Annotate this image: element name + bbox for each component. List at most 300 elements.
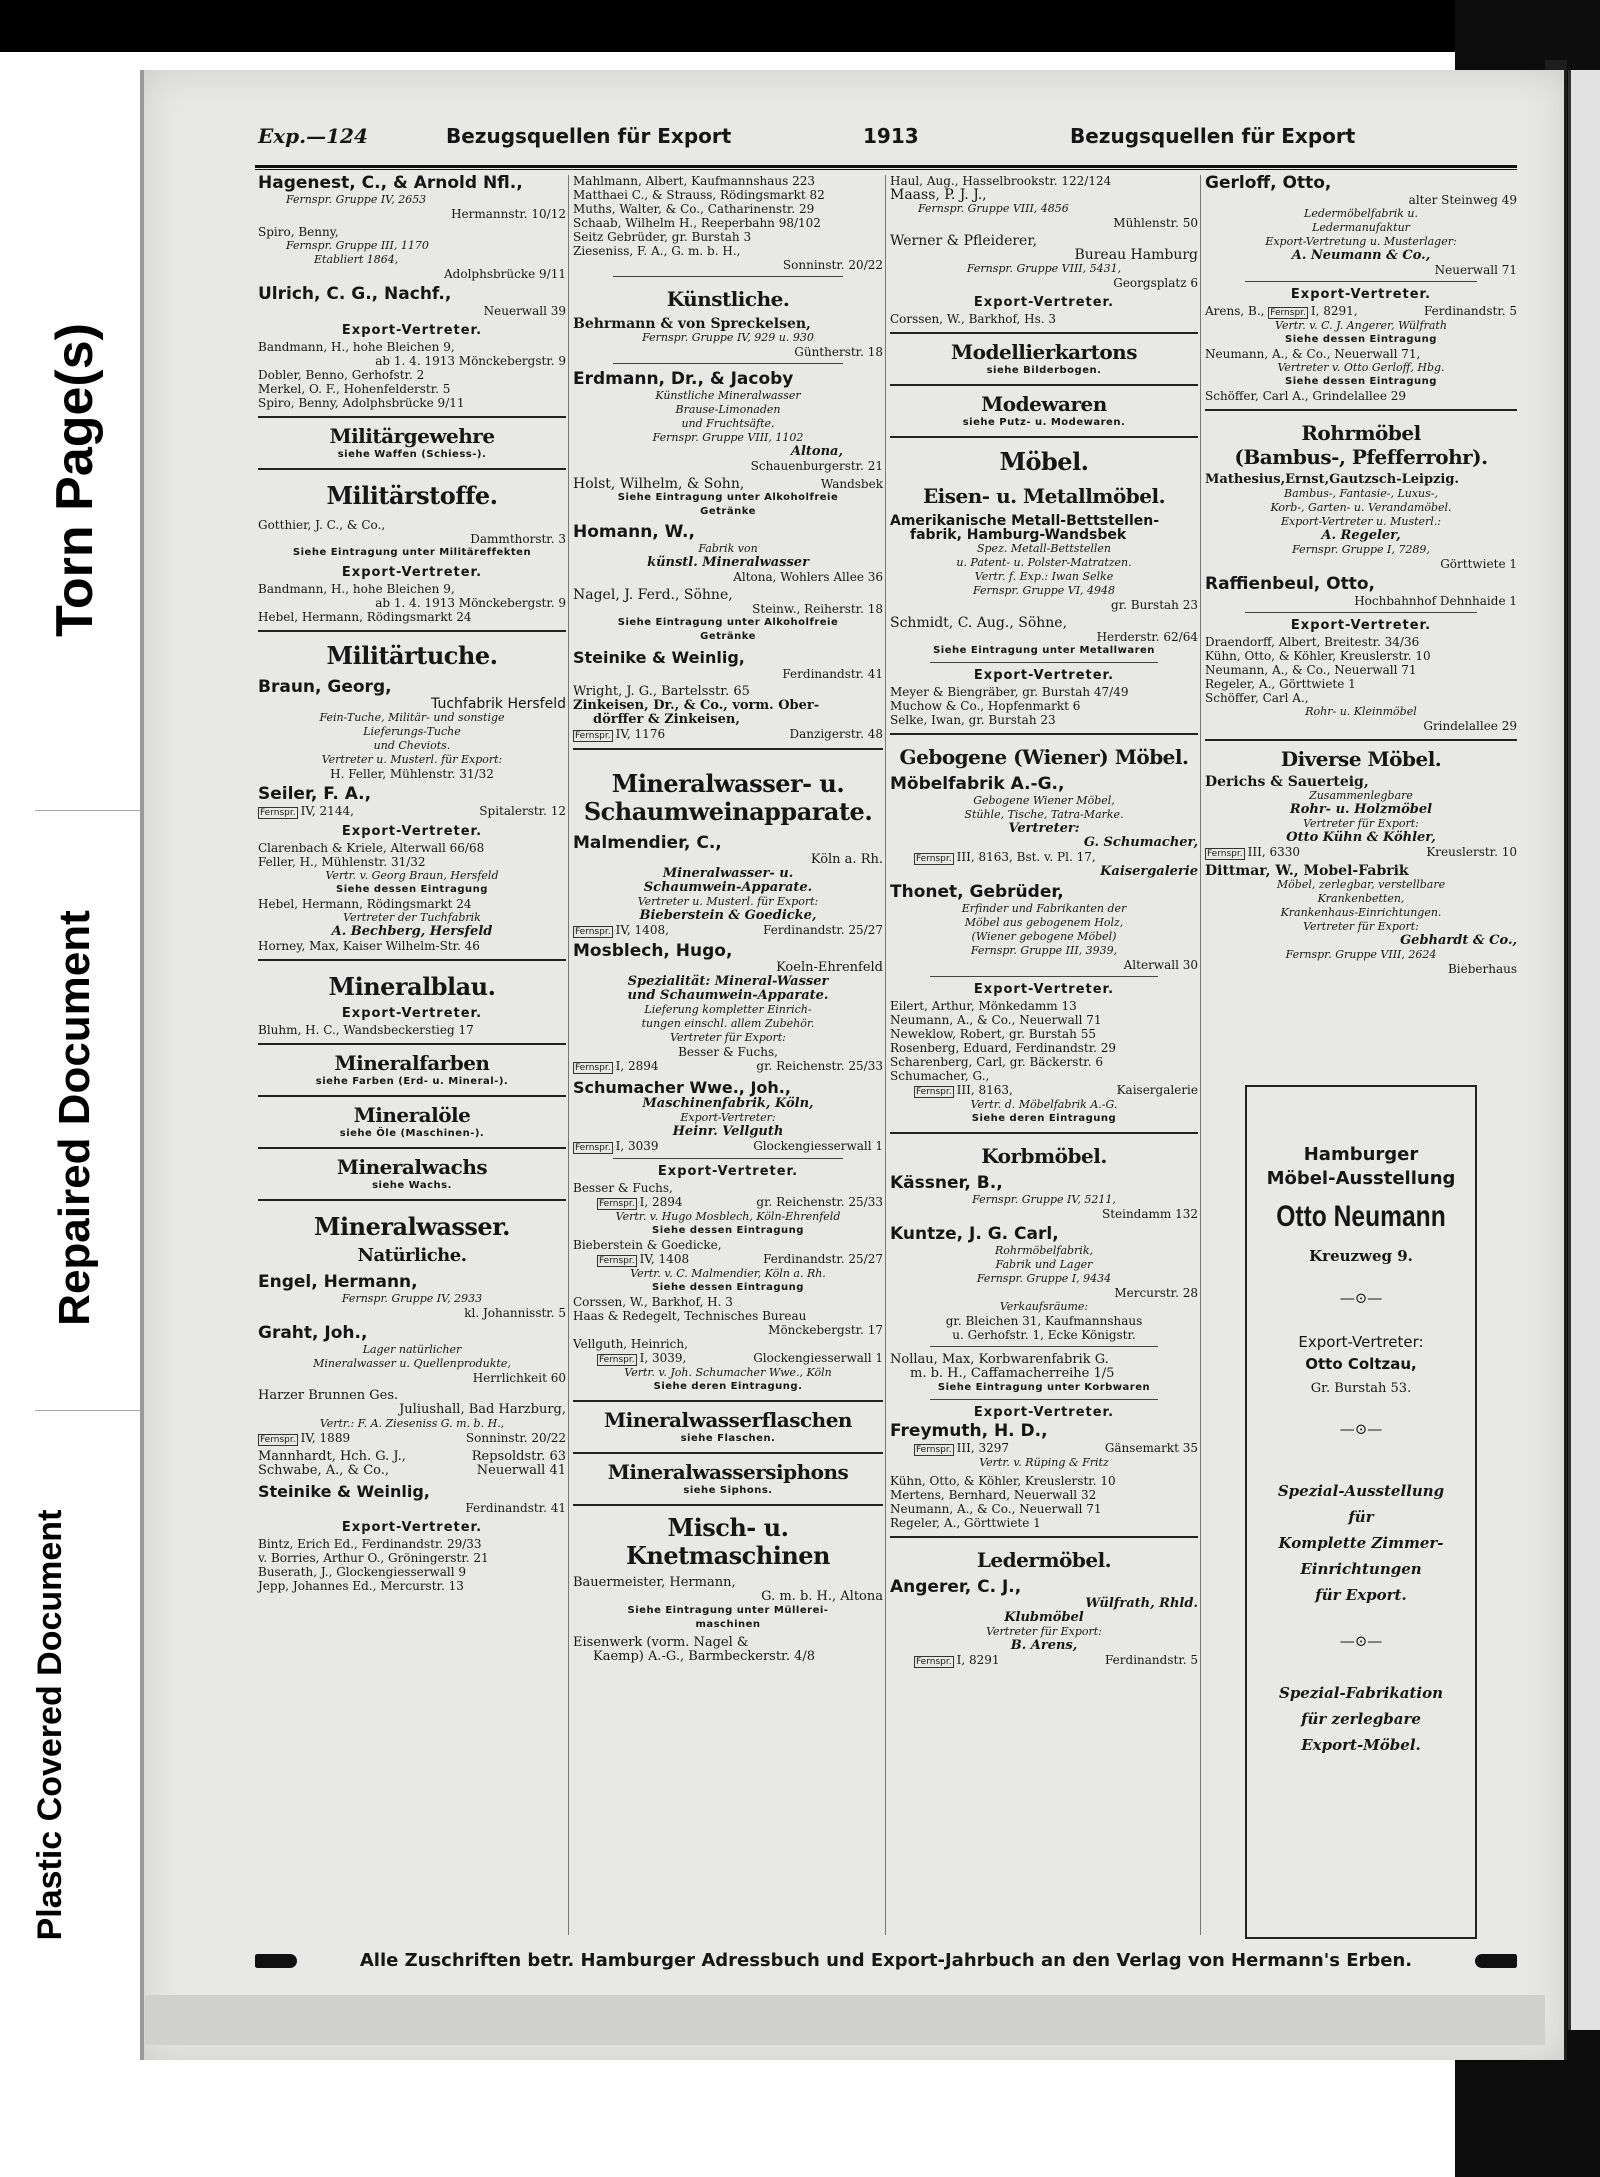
entry-address: gr. Burstah 23 <box>1111 598 1198 612</box>
entry-phone: I, 3039, <box>639 1351 687 1365</box>
entry-desc: Erfinder und Fabrikanten der <box>961 902 1127 915</box>
rep-list <box>258 1537 566 1593</box>
entry-address: gr. Reichenstr. 25/33 <box>756 1059 883 1073</box>
column-divider <box>885 175 886 1935</box>
entry-desc: Klubmöbel <box>1004 1610 1084 1625</box>
entry-behrmann <box>573 317 883 359</box>
entry-name: Nollau, Max, Korbwarenfabrik G. <box>890 1352 1109 1367</box>
entry-name: Angerer, C. J., <box>890 1577 1022 1597</box>
section-rule <box>890 436 1198 438</box>
sidebar-label-repaired: Repaired Document <box>50 910 99 1326</box>
short-rule <box>930 1346 1158 1347</box>
entry-address: Georgsplatz 6 <box>1113 276 1198 290</box>
export-vertreter-heading: Export-Vertreter. <box>341 323 483 338</box>
list-item: Selke, Iwan, gr. Burstah 23 <box>890 713 1056 727</box>
entry-malmendier <box>573 834 883 938</box>
entry-phone: Fernspr. Gruppe III, 1170 <box>286 239 429 252</box>
list-item: Neumann, A., & Co., Neuerwall 71 <box>890 1502 1102 1516</box>
entry-name: Seiler, F. A., <box>258 784 372 804</box>
list-item: Regeler, A., Görttwiete 1 <box>890 1516 1041 1530</box>
entry-braun <box>258 678 566 781</box>
phone-icon: Fernspr. <box>575 927 611 937</box>
entry-line <box>573 477 883 491</box>
entry-phone: Fernspr. Gruppe III, 3939, <box>970 944 1118 957</box>
entry-address: Glockengiesserwall 1 <box>753 1351 883 1365</box>
entry-name: Malmendier, C., <box>573 833 722 853</box>
entry-phone: Fernspr. Gruppe VIII, 5431, <box>966 262 1122 275</box>
ad-line: Spezial-Ausstellung <box>1277 1482 1445 1500</box>
scan-top-border <box>0 0 1600 52</box>
section-rule <box>258 468 566 470</box>
entry-name: Graht, Joh., <box>258 1323 368 1343</box>
export-vertreter-heading: Export-Vertreter. <box>973 295 1115 310</box>
section-heading: Künstliche. <box>666 287 790 311</box>
list-item: ab 1. 4. 1913 Mönckebergstr. 9 <box>375 596 566 610</box>
section-rule <box>890 384 1198 386</box>
phone-icon: Fernspr. <box>916 1445 952 1455</box>
entry-location: Bureau Hamburg <box>1074 247 1198 263</box>
entry-name: Mathesius,Ernst,Gautzsch-Leipzig. <box>1205 472 1459 487</box>
entry-phone-group <box>914 1653 1000 1668</box>
list-item: Mönckebergstr. 17 <box>768 1323 883 1337</box>
entry-rep: H. Feller, Mühlenstr. 31/32 <box>330 767 494 781</box>
column-4 <box>1205 174 1517 980</box>
entry-schmidt <box>890 616 1198 658</box>
entry-address: Mercurstr. 28 <box>1114 1286 1198 1300</box>
short-rule <box>1245 281 1477 282</box>
ornament-divider: —⊙— <box>1339 1289 1383 1307</box>
entry-address: Ferdinandstr. 41 <box>465 1501 566 1515</box>
section-rule <box>258 1095 566 1097</box>
column-1 <box>258 174 566 1593</box>
entry-name: Hagenest, C., & Arnold Nfl., <box>258 173 523 193</box>
list-note: Vertreter v. Otto Gerloff, Hbg. <box>1277 361 1445 374</box>
entry-rep: Gebhardt & Co., <box>1400 933 1517 948</box>
entry-name: Homann, W., <box>573 522 695 542</box>
entry-phone: IV, 1176 <box>615 727 666 741</box>
entry-desc: Ledermöbelfabrik u. <box>1304 207 1418 220</box>
entry-name: Eisenwerk (vorm. Nagel & <box>573 1635 749 1650</box>
see-reference: Siehe Eintragung unter Metallwaren <box>933 645 1155 656</box>
ad-line: Hamburger <box>1303 1144 1419 1165</box>
entry-address: Bieberhaus <box>1447 962 1517 976</box>
ad-line: für Export. <box>1315 1586 1407 1604</box>
rep-list <box>890 999 1198 1126</box>
list-item: Eilert, Arthur, Mönkedamm 13 <box>890 999 1077 1013</box>
entry-freymuth <box>890 1422 1198 1470</box>
ad-line: Komplette Zimmer- <box>1278 1534 1444 1552</box>
entry-desc: Spezialität: Mineral-Wasser <box>627 974 829 989</box>
section-rule <box>1205 739 1517 741</box>
subsection-heading: Gebogene (Wiener) Möbel. <box>899 745 1189 769</box>
entry-desc: Möbel aus gebogenem Holz, <box>964 916 1124 929</box>
page-header <box>258 124 1518 156</box>
see-reference: maschinen <box>695 1619 761 1630</box>
section-heading: Mineralblau. <box>328 972 496 1001</box>
entry-name: Amerikanische Metall-Bettstellen- <box>890 513 1160 529</box>
see-reference: Siehe deren Eintragung. <box>653 1381 803 1392</box>
entry-ulrich <box>258 285 566 318</box>
entry-phone-group <box>573 727 665 742</box>
list-note: Rohr- u. Kleinmöbel <box>1305 705 1417 718</box>
entry-name: Steinike & Weinlig, <box>258 1482 430 1501</box>
entry-desc: Krankenhaus-Einrichtungen. <box>1280 906 1442 919</box>
section-heading: Militärstoffe. <box>326 481 498 510</box>
list-line <box>573 1252 883 1267</box>
list-item: Regeler, A., Görttwiete 1 <box>1205 677 1356 691</box>
short-rule <box>930 976 1158 977</box>
page-footer <box>255 1946 1517 1976</box>
entry-moebelfabrik <box>890 775 1198 879</box>
short-rule <box>1245 612 1477 613</box>
rep-list <box>1205 304 1517 403</box>
ad-line: Spezial-Fabrikation <box>1278 1684 1443 1702</box>
see-reference: siehe Flaschen. <box>680 1433 776 1444</box>
section-heading: Modellierkartons <box>951 340 1137 364</box>
section-rule <box>573 1504 883 1506</box>
entry-firm: Maschinenfabrik, Köln, <box>642 1096 814 1111</box>
list-item: Grindelallee 29 <box>1423 719 1517 733</box>
see-reference: siehe Farben (Erd- u. Mineral-). <box>315 1076 509 1087</box>
section-rule <box>890 1132 1198 1134</box>
entry-dittmar <box>1205 864 1517 976</box>
entry-address: Dammthorstr. 3 <box>470 532 566 546</box>
entry-city: Altona, <box>790 444 843 459</box>
entry-maass <box>890 188 1198 230</box>
list-item: Meyer & Biengräber, gr. Burstah 47/49 <box>890 685 1129 699</box>
entry-name: Spiro, Benny, <box>258 225 339 239</box>
entry-address: Hermannstr. 10/12 <box>451 207 566 221</box>
list-item: Spiro, Benny, Adolphsbrücke 9/11 <box>258 396 465 410</box>
entry-name: Schmidt, C. Aug., Söhne, <box>890 615 1068 631</box>
section-rule <box>258 630 566 632</box>
header-year: 1913 <box>863 124 919 148</box>
entry-name: Schumacher Wwe., Joh., <box>573 1078 791 1097</box>
entry-desc: Stühle, Tische, Tatra-Marke. <box>964 808 1124 821</box>
entry-phone: Fernspr. Gruppe VIII, 1102 <box>652 431 804 444</box>
entry-mosblech <box>573 942 883 1074</box>
entry-phone: Fernspr. Gruppe I, 9434 <box>976 1272 1112 1285</box>
entry-holst <box>573 477 883 519</box>
entry-address: Spitalerstr. 12 <box>479 804 566 818</box>
entry-seiler <box>258 785 566 819</box>
rep-list <box>573 1181 883 1394</box>
section-rule <box>1205 409 1517 411</box>
entry-rep-label: Vertreter u. Musterl. für Export: <box>321 753 503 766</box>
list-item: Bintz, Erich Ed., Ferdinandstr. 29/33 <box>258 1537 482 1551</box>
entry-phone: Fernspr. Gruppe VIII, 4856 <box>918 202 1069 215</box>
list-item: Schöffer, Carl A., Grindelallee 29 <box>1205 389 1407 403</box>
entry-werner <box>890 234 1198 290</box>
subsection-heading: Korbmöbel. <box>981 1144 1107 1168</box>
list-item: Schaab, Wilhelm H., Reeperbahn 98/102 <box>573 216 821 230</box>
entry-address: Adolphsbrücke 9/11 <box>444 267 566 281</box>
ad-rep-address: Gr. Burstah 53. <box>1310 1381 1412 1396</box>
column-3 <box>890 174 1198 1672</box>
list-note: Vertr. v. Hugo Mosblech, Köln-Ehrenfeld <box>615 1210 841 1223</box>
entry-name: Möbelfabrik A.-G., <box>890 774 1065 794</box>
entry-name: Gerloff, Otto, <box>1205 173 1332 193</box>
entry-graht <box>258 1324 566 1385</box>
entry-line <box>890 1653 1198 1668</box>
section-heading: Mineralwasser. <box>313 1212 510 1241</box>
entry-name: Dittmar, W., Mobel-Fabrik <box>1205 863 1409 879</box>
entry-phone: Fernspr. Gruppe VI, 4948 <box>972 584 1116 597</box>
page-number: Exp.—124 <box>258 124 368 148</box>
entry-desc: Lieferungs-Tuche <box>363 725 461 738</box>
see-reference: Siehe dessen Eintragung <box>652 1282 804 1293</box>
list-item: Dobler, Benno, Gerhofstr. 2 <box>258 368 425 382</box>
phone-icon: Fernspr. <box>575 1143 611 1153</box>
entry-address: Glockengiesserwall 1 <box>753 1139 883 1153</box>
adjacent-page-edge <box>1568 70 1600 2030</box>
list-item: Mertens, Bernhard, Neuerwall 32 <box>890 1488 1097 1502</box>
entry-city: Köln a. Rh. <box>810 852 883 867</box>
entry-name: Raffienbeul, Otto, <box>1205 574 1375 594</box>
sidebar-label-torn: Torn Page(s) <box>46 323 104 637</box>
section-heading: Mineralöle <box>353 1103 471 1127</box>
entry-phone-group <box>914 1441 1009 1456</box>
entry-rep-label: Export-Vertreter: <box>680 1111 776 1124</box>
section-rule <box>573 748 883 750</box>
ad-rep-label: Export-Vertreter: <box>1298 1333 1424 1351</box>
ad-address: Kreuzweg 9. <box>1309 1247 1413 1265</box>
entry-phone-group <box>597 1195 683 1210</box>
list-item-group <box>1205 304 1358 319</box>
section-heading: Mineralwasserflaschen <box>604 1408 852 1432</box>
entry-name: Braun, Georg, <box>258 677 392 697</box>
rep-list <box>1205 635 1517 733</box>
entry-phone: III, 8163, Bst. v. Pl. 17, <box>956 850 1096 864</box>
entry-nollau <box>890 1353 1198 1395</box>
entry-rep: Vertr.: F. A. Zieseniss G. m. b. H., <box>319 1417 505 1430</box>
entry-phone: I, 2894 <box>615 1059 659 1073</box>
entry-rep-label: Export-Vertreter u. Musterl.: <box>1280 515 1442 528</box>
entry-schwabe <box>258 1464 566 1478</box>
entry-desc: Lager natürlicher <box>362 1343 462 1356</box>
list-item: Schumacher, G., <box>890 1069 990 1083</box>
see-reference: Siehe Eintragung unter Militäreffekten <box>292 547 532 558</box>
entry-address: Ferdinandstr. 25/27 <box>763 923 883 937</box>
list-item: Merkel, O. F., Hohenfelderstr. 5 <box>258 382 451 396</box>
list-line <box>890 1083 1198 1098</box>
section-heading: Mineralfarben <box>334 1051 490 1075</box>
entry-name: Ulrich, C. G., Nachf., <box>258 284 452 304</box>
list-item: Matthaei C., & Strauss, Rödingsmarkt 82 <box>573 188 825 202</box>
rep-list <box>258 841 566 953</box>
ad-line: Möbel-Ausstellung <box>1266 1168 1456 1189</box>
entry-rep: Besser & Fuchs, <box>678 1045 778 1059</box>
short-rule <box>930 1399 1158 1400</box>
subsection-heading: (Bambus-, Pfefferrohr). <box>1234 445 1488 469</box>
list-line <box>573 1351 883 1366</box>
entry-raffienbeul <box>1205 575 1517 608</box>
entry-name: Kässner, B., <box>890 1173 1003 1193</box>
entry-name: Behrmann & von Spreckelsen, <box>573 316 811 332</box>
see-reference: siehe Putz- u. Modewaren. <box>962 417 1126 428</box>
see-reference: siehe Siphons. <box>683 1485 773 1496</box>
rep-list <box>890 685 1198 727</box>
entry-gotthier <box>258 518 566 560</box>
entry-address: Neuerwall 39 <box>483 304 566 318</box>
entry-wright: Wright, J. G., Bartelsstr. 65 <box>573 684 750 699</box>
list-item: Draendorff, Albert, Breitestr. 34/36 <box>1205 635 1420 649</box>
list-item: Kühn, Otto, & Köhler, Kreuslerstr. 10 <box>1205 649 1431 663</box>
entry-note: Verkaufsräume: <box>999 1300 1089 1313</box>
entry-desc: künstl. Mineralwasser <box>647 555 809 570</box>
export-vertreter-heading: Export-Vertreter. <box>1290 287 1432 302</box>
entry-name: Bauermeister, Hermann, <box>573 1575 736 1590</box>
list-item: Zieseniss, F. A., G. m. b. H., <box>573 244 741 258</box>
section-rule <box>258 1043 566 1045</box>
see-reference: Siehe Eintragung unter Alkoholfreie <box>617 617 839 628</box>
list-item: ab 1. 4. 1913 Mönckebergstr. 9 <box>375 354 566 368</box>
entry-phone: Fernspr. Gruppe VIII, 2624 <box>1285 948 1437 961</box>
rep-list <box>573 174 883 272</box>
phone-icon: Fernspr. <box>260 808 296 818</box>
entry-phone: III, 8163, <box>956 1083 1013 1097</box>
export-vertreter-heading: Export-Vertreter. <box>341 1006 483 1021</box>
export-vertreter-heading: Export-Vertreter. <box>341 565 483 580</box>
phone-icon: Fernspr. <box>916 854 952 864</box>
entry-derichs <box>1205 775 1517 860</box>
entry-bauermeister <box>573 1576 883 1632</box>
short-rule <box>930 662 1158 663</box>
entry-line <box>573 1059 883 1074</box>
entry-phone: III, 3297 <box>956 1441 1009 1455</box>
sidebar-separator <box>35 810 140 811</box>
section-heading: Schaumweinapparate. <box>583 797 873 826</box>
list-item: Bandmann, H., hohe Bleichen 9, <box>258 340 455 354</box>
entry-line <box>1205 845 1517 860</box>
header-title-right: Bezugsquellen für Export <box>1070 124 1356 148</box>
entry-rep: A. Regeler, <box>1321 528 1401 543</box>
list-item: v. Borries, Arthur O., Gröningerstr. 21 <box>258 1551 489 1565</box>
entry-address: Schauenburgerstr. 21 <box>750 459 883 473</box>
entry-phone-group <box>1205 845 1300 860</box>
entry-name: Engel, Hermann, <box>258 1272 418 1292</box>
entry-address: Ferdinandstr. 5 <box>1424 304 1517 318</box>
column-divider <box>1200 175 1201 1935</box>
entry-phone-group <box>597 1252 689 1267</box>
entry-phone-group <box>258 1431 350 1446</box>
entry-kuntze <box>890 1225 1198 1342</box>
short-rule <box>613 363 843 364</box>
entry-address: Alterwall 30 <box>1123 958 1198 972</box>
entry-rep-label: Vertreter: <box>1008 821 1080 836</box>
section-rule <box>890 1536 1198 1538</box>
entry-name: Freymuth, H. D., <box>890 1421 1048 1441</box>
entry-line <box>890 1441 1198 1456</box>
list-note: Vertr. v. Joh. Schumacher Wwe., Köln <box>624 1366 832 1379</box>
phone-icon: Fernspr. <box>916 1087 952 1097</box>
entry-city: Wülfrath, Rhld. <box>1085 1596 1198 1611</box>
list-item: Haas & Redegelt, Technisches Bureau <box>573 1309 807 1323</box>
entry-desc: Gebogene Wiener Möbel, <box>973 794 1115 807</box>
list-item: Besser & Fuchs, <box>573 1181 673 1195</box>
entry-desc: Korb-, Garten- u. Verandamöbel. <box>1270 501 1452 514</box>
section-rule <box>890 733 1198 735</box>
entry-address: Hochbahnhof Dehnhaide 1 <box>1354 594 1517 608</box>
section-heading: Mineralwachs <box>336 1155 488 1179</box>
ad-rep-name: Otto Coltzau, <box>1305 1355 1417 1373</box>
short-rule <box>613 1158 843 1159</box>
list-item: Neweklow, Robert, gr. Burstah 55 <box>890 1027 1096 1041</box>
ad-line: Einrichtungen <box>1300 1560 1422 1578</box>
subsection-heading: Ledermöbel. <box>976 1548 1112 1572</box>
header-rule <box>255 165 1517 168</box>
entry-desc: gr. Bleichen 31, Kaufmannshaus <box>945 1314 1143 1328</box>
entry-name: Kaemp) A.-G., Barmbeckerstr. 4/8 <box>593 1649 816 1664</box>
section-rule <box>258 416 566 418</box>
section-rule <box>258 959 566 961</box>
export-vertreter-heading: Export-Vertreter. <box>973 982 1115 997</box>
entry-engel <box>258 1273 566 1320</box>
entry-address: Kaisergalerie <box>1100 864 1198 879</box>
entry-rep: Otto Kühn & Köhler, <box>1286 830 1436 845</box>
entry-line <box>258 804 566 819</box>
subsection-heading: Natürliche. <box>357 1245 467 1266</box>
entry-mannhardt <box>258 1450 566 1464</box>
pointing-hand-icon <box>255 1954 297 1968</box>
list-note: Vertr. v. C. J. Angerer, Wülfrath <box>1275 319 1447 332</box>
list-line <box>573 1195 883 1210</box>
entry-name: Erdmann, Dr., & Jacoby <box>573 369 794 389</box>
list-note: Vertr. v. C. Malmendier, Köln a. Rh. <box>630 1267 826 1280</box>
entry-phone: Fernspr. Gruppe IV, 929 u. 930 <box>642 331 814 344</box>
entry-address: Görttwiete 1 <box>1440 557 1517 571</box>
entry-address: Altona, Wohlers Allee 36 <box>733 570 883 584</box>
see-reference: Siehe dessen Eintragung <box>652 1225 804 1236</box>
entry-name: Mannhardt, Hch. G. J., <box>258 1449 406 1464</box>
see-reference: Siehe Eintragung unter Korbwaren <box>937 1382 1151 1393</box>
entry-haul: Haul, Aug., Hasselbrookstr. 122/124 <box>890 174 1112 188</box>
entry-rep-label: Vertreter für Export: <box>670 1031 786 1044</box>
entry-address: Herderstr. 62/64 <box>1096 630 1198 644</box>
entry-desc: u. Patent- u. Polster-Matratzen. <box>956 556 1132 569</box>
entry-name: Maass, P. J. J., <box>890 187 987 203</box>
list-note: Vertreter der Tuchfabrik <box>343 911 481 924</box>
entry-steinike <box>258 1482 566 1515</box>
entry-phone-group <box>573 923 669 938</box>
entry-desc: Mineralwasser u. Quellenprodukte, <box>313 1357 511 1370</box>
entry-address: Mühlenstr. 50 <box>1113 216 1198 230</box>
list-item: Neumann, A., & Co., Neuerwall 71 <box>1205 663 1417 677</box>
phone-icon: Fernspr. <box>260 1435 296 1445</box>
entry-rep-label: Export-Vertretung u. Musterlager: <box>1265 235 1457 248</box>
entry-firm: Tuchfabrik Hersfeld <box>431 696 566 712</box>
column-2 <box>573 174 883 1668</box>
entry-rep: Heinr. Vellguth <box>672 1124 784 1139</box>
entry-name: m. b. H., Caffamacherreihe 1/5 <box>910 1366 1115 1381</box>
phone-icon: Fernspr. <box>575 731 611 741</box>
phone-icon: Fernspr. <box>1270 308 1306 318</box>
entry-phone: I, 8291 <box>956 1653 1000 1667</box>
list-item: Muths, Walter, & Co., Catharinenstr. 29 <box>573 202 815 216</box>
list-item: Bieberstein & Goedicke, <box>573 1238 722 1252</box>
ad-spezial-2 <box>1247 1680 1475 1758</box>
section-heading: Mineralwassersiphons <box>607 1460 849 1484</box>
entry-rep: Vertr. f. Exp.: Iwan Selke <box>974 570 1114 583</box>
entry-desc: Lieferung kompletter Einrich- <box>644 1003 812 1016</box>
entry-desc: Rohrmöbelfabrik, <box>995 1244 1093 1257</box>
entry-phone: IV, 1408, <box>615 923 669 937</box>
entry-desc: Spez. Metall-Bettstellen <box>976 542 1112 555</box>
list-item: Corssen, W., Barkhof, Hs. 3 <box>890 312 1057 326</box>
advertisement-box <box>1245 1085 1477 1939</box>
list-note: Vertr. v. Georg Braun, Hersfeld <box>325 869 499 882</box>
entry-hagenest <box>258 174 566 221</box>
